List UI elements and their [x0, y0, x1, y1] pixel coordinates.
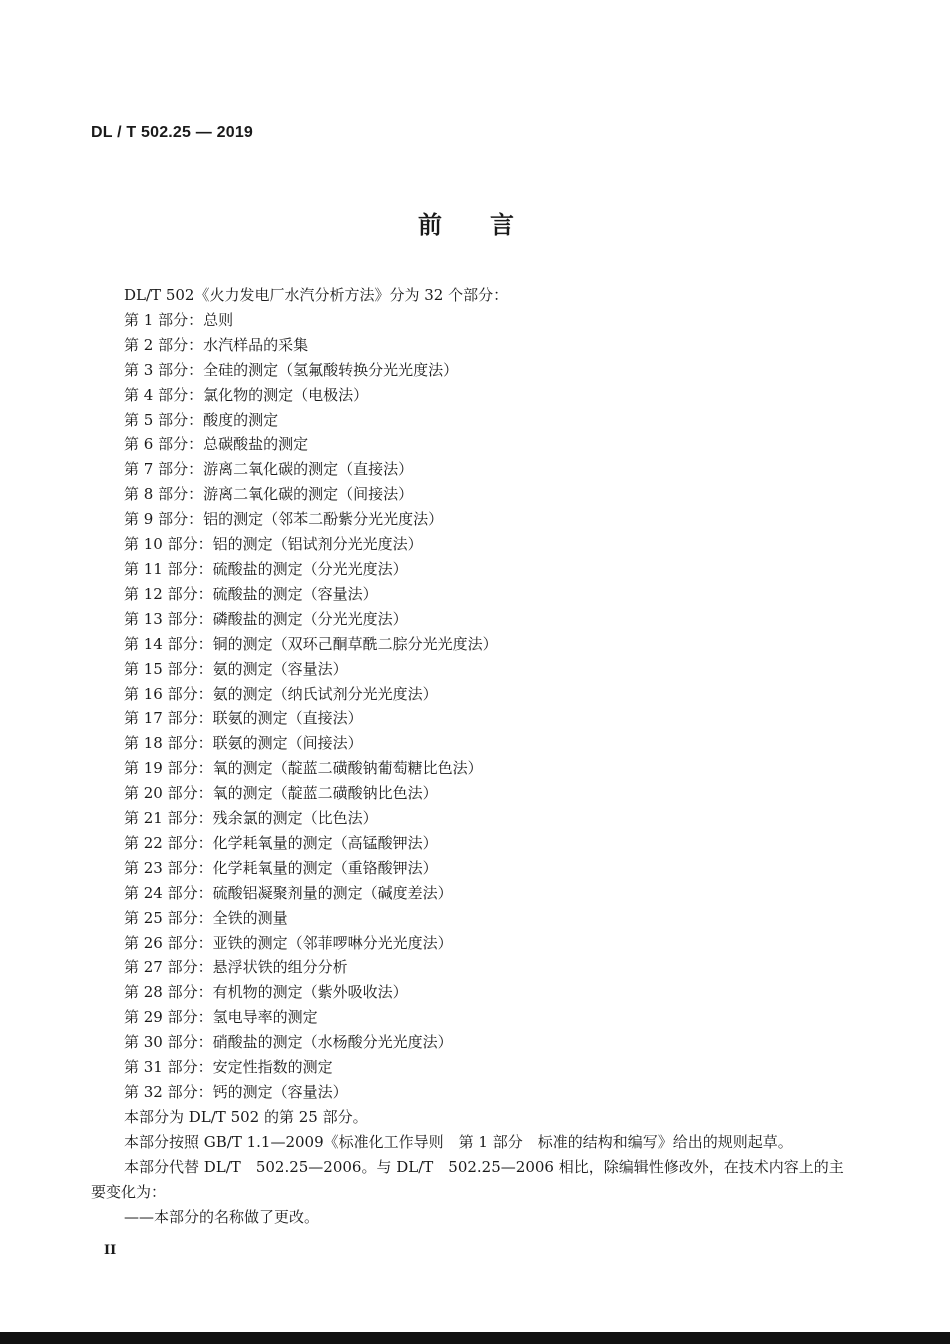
part-item: 第 22 部分：化学耗氧量的测定（高锰酸钾法） — [124, 833, 438, 852]
page-number: II — [104, 1243, 117, 1258]
part-item: 第 15 部分：氨的测定（容量法） — [124, 659, 348, 678]
part-item: 第 29 部分：氢电导率的测定 — [124, 1008, 318, 1027]
intro-paragraph: DL/T 502《火力发电厂水汽分析方法》分为 32 个部分： — [124, 286, 509, 304]
part-item: 第 16 部分：氨的测定（纳氏试剂分光光度法） — [124, 684, 438, 703]
part-item: 第 17 部分：联氨的测定（直接法） — [124, 709, 363, 728]
part-item: 第 1 部分：总则 — [124, 310, 234, 329]
part-item: 第 10 部分：铝的测定（铝试剂分光光度法） — [124, 535, 423, 554]
part-item: 第 5 部分：酸度的测定 — [124, 410, 279, 429]
part-item: 第 21 部分：残余氯的测定（比色法） — [124, 809, 378, 828]
part-item: 第 19 部分：氧的测定（靛蓝二磺酸钠葡萄糖比色法） — [124, 759, 483, 778]
part-item: 第 25 部分：全铁的测量 — [124, 908, 288, 927]
part-item: 第 30 部分：硝酸盐的测定（水杨酸分光光度法） — [124, 1033, 453, 1052]
part-item: 第 6 部分：总碳酸盐的测定 — [124, 435, 309, 454]
part-item: 第 20 部分：氧的测定（靛蓝二磺酸钠比色法） — [124, 784, 438, 803]
part-item: 第 13 部分：磷酸盐的测定（分光光度法） — [124, 609, 408, 628]
preface-body — [91, 283, 851, 1229]
part-item: 第 3 部分：全硅的测定（氢氟酸转换分光光度法） — [124, 360, 459, 379]
part-item: 第 4 部分：氯化物的测定（电极法） — [124, 385, 369, 404]
page-bottom-bar — [0, 1332, 950, 1344]
part-item: 第 24 部分：硫酸铝凝聚剂量的测定（碱度差法） — [124, 883, 453, 902]
closing-paragraph-2: 本部分按照 GB/T 1.1—2009《标准化工作导则 第 1 部分 标准的结构和编写》给出的规则起草。 — [124, 1132, 793, 1151]
part-item: 第 14 部分：铜的测定（双环己酮草酰二腙分光光度法） — [124, 634, 498, 653]
closing-paragraph-4: ——本部分的名称做了更改。 — [124, 1207, 320, 1226]
part-item: 第 18 部分：联氨的测定（间接法） — [124, 734, 363, 753]
closing-paragraph-3: 本部分代替 DL/T 502.25—2006。与 DL/T 502.25—2006 相比，除编辑性修改外，在技术内容上的主要变化为： — [91, 1157, 844, 1201]
part-item: 第 11 部分：硫酸盐的测定（分光光度法） — [124, 559, 408, 578]
part-item: 第 31 部分：安定性指数的测定 — [124, 1058, 333, 1077]
part-item: 第 26 部分：亚铁的测定（邻菲啰啉分光光度法） — [124, 933, 453, 952]
part-item: 第 7 部分：游离二氧化碳的测定（直接法） — [124, 460, 414, 479]
closing-paragraph-1: 本部分为 DL/T 502 的第 25 部分。 — [124, 1107, 368, 1126]
part-item: 第 2 部分：水汽样品的采集 — [124, 335, 309, 354]
document-code: DL / T 502.25 — 2019 — [91, 124, 254, 141]
part-item: 第 8 部分：游离二氧化碳的测定（间接法） — [124, 485, 414, 504]
parts-list — [91, 308, 851, 1105]
part-item: 第 9 部分：铝的测定（邻苯二酚紫分光光度法） — [124, 510, 444, 529]
part-item: 第 32 部分：钙的测定（容量法） — [124, 1083, 348, 1101]
part-item: 第 27 部分：悬浮状铁的组分分析 — [124, 958, 348, 977]
part-item: 第 12 部分：硫酸盐的测定（容量法） — [124, 584, 378, 603]
part-item: 第 28 部分：有机物的测定（紫外吸收法） — [124, 983, 408, 1002]
section-title: 前言 — [418, 210, 562, 239]
part-item: 第 23 部分：化学耗氧量的测定（重铬酸钾法） — [124, 858, 438, 877]
